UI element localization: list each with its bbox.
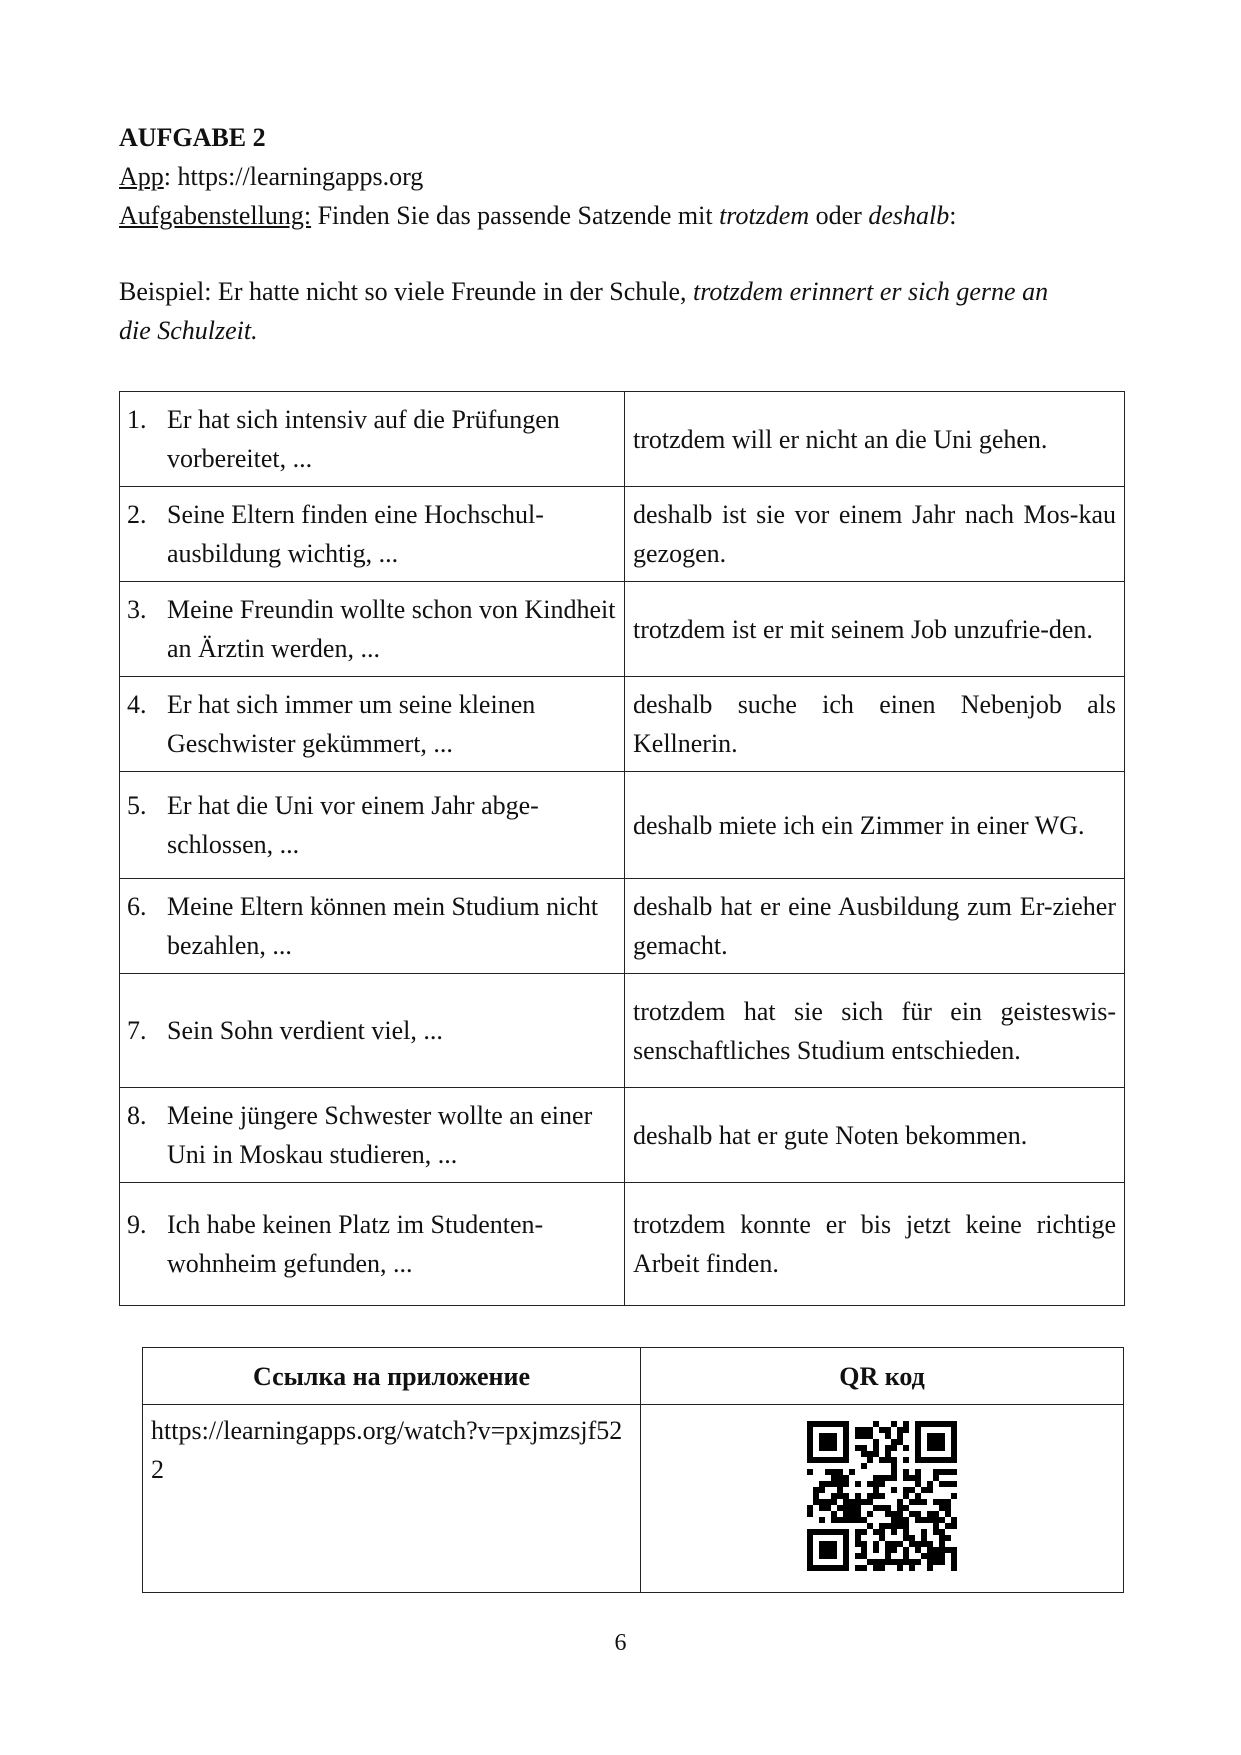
- app-line: [119, 157, 423, 196]
- sentence-end-cell: [625, 1088, 1125, 1183]
- sentence-end-cell: [625, 974, 1125, 1088]
- row-number: 1.: [127, 405, 147, 434]
- table-row: [120, 582, 1125, 677]
- table-row: [120, 392, 1125, 487]
- app-link-url[interactable]: https://learningapps.org/watch?v=pxjmzsjf522: [151, 1416, 623, 1484]
- row-number: 2.: [127, 500, 147, 529]
- link-cell: [143, 1405, 641, 1593]
- task-text-end: :: [949, 201, 957, 230]
- sentence-end-cell: [625, 582, 1125, 677]
- sentence-end: trotzdem konnte er bis jetzt keine richtige Arbeit finden.: [633, 1210, 1116, 1278]
- sentence-start: Seine Eltern finden eine Hochschul-ausbildung wichtig, ...: [167, 500, 544, 568]
- sentence-end-cell: [625, 487, 1125, 582]
- sentence-start: Er hat sich immer um seine kleinen Geschwister gekümmert, ...: [167, 690, 536, 758]
- task-word-deshalb: deshalb: [868, 201, 950, 230]
- sentence-start-cell: [120, 582, 625, 677]
- link-column-header: Ссылка на приложение: [143, 1348, 641, 1405]
- row-number: 9.: [127, 1210, 147, 1239]
- sentence-start: Ich habe keinen Platz im Studenten-wohnheim gefunden, ...: [167, 1210, 544, 1278]
- sentence-end: deshalb hat er gute Noten bekommen.: [633, 1120, 1028, 1150]
- sentence-end: deshalb hat er eine Ausbildung zum Er-zieher gemacht.: [633, 892, 1116, 960]
- sentence-end-cell: [625, 1183, 1125, 1306]
- row-number: 8.: [127, 1101, 147, 1130]
- sentence-start: Sein Sohn verdient viel, ...: [167, 1016, 443, 1045]
- sentence-start: Meine Freundin wollte schon von Kindheit an Ärztin werden, ...: [167, 595, 616, 663]
- sentence-start: Meine jüngere Schwester wollte an einer Uni in Moskau studieren, ...: [167, 1101, 593, 1169]
- sentence-end-cell: [625, 677, 1125, 772]
- sentence-end: trotzdem hat sie sich für ein geisteswis-senschaftliches Studium entschieden.: [633, 996, 1116, 1065]
- sentence-start-cell: [120, 392, 625, 487]
- table-row: [120, 1088, 1125, 1183]
- sentence-end-cell: [625, 772, 1125, 879]
- table-row: [120, 677, 1125, 772]
- sentence-start-cell: [120, 1088, 625, 1183]
- table-row: [120, 974, 1125, 1088]
- sentence-end: deshalb miete ich ein Zimmer in einer WG.: [633, 810, 1085, 840]
- row-number: 6.: [127, 892, 147, 921]
- sentence-start-cell: [120, 677, 625, 772]
- row-number: 3.: [127, 595, 147, 624]
- link-table-header-row: [143, 1348, 1124, 1405]
- task-word-trotzdem: trotzdem: [719, 201, 810, 230]
- sentence-end-cell: [625, 879, 1125, 974]
- exercise-table: [119, 391, 1125, 1306]
- sentence-end: deshalb ist sie vor einem Jahr nach Mos-kau gezogen.: [633, 500, 1116, 568]
- example-sentence: [119, 272, 1079, 350]
- table-row: [120, 879, 1125, 974]
- link-table-row: [143, 1405, 1124, 1593]
- row-number: 7.: [127, 1016, 147, 1045]
- sentence-end: trotzdem ist er mit seinem Job unzufrie-den.: [633, 614, 1093, 644]
- sentence-start: Meine Eltern können mein Studium nicht bezahlen, ...: [167, 892, 599, 960]
- app-url[interactable]: https://learningapps.org: [177, 162, 424, 191]
- task-text-mid: oder: [809, 201, 869, 230]
- example-prefix: Beispiel: Er hatte nicht so viele Freunde in der Schule,: [119, 277, 694, 306]
- sentence-start-cell: [120, 974, 625, 1088]
- row-number: 5.: [127, 791, 147, 820]
- task-text-pre: Finden Sie das passende Satzende mit: [311, 201, 720, 230]
- table-row: [120, 772, 1125, 879]
- example-italic: trotzdem erinnert er sich gerne an die Schulzeit.: [119, 277, 1049, 345]
- qr-column-header: QR код: [641, 1348, 1124, 1405]
- sentence-start: Er hat sich intensiv auf die Prüfungen vorbereitet, ...: [167, 405, 560, 473]
- sentence-end: deshalb suche ich einen Nebenjob als Kellnerin.: [633, 690, 1116, 758]
- row-number: 4.: [127, 690, 147, 719]
- sentence-start-cell: [120, 1183, 625, 1306]
- app-separator: :: [163, 162, 178, 191]
- sentence-end-cell: [625, 392, 1125, 487]
- sentence-start-cell: [120, 772, 625, 879]
- qr-cell: [641, 1405, 1124, 1593]
- sentence-start-cell: [120, 487, 625, 582]
- qr-code-icon: [807, 1421, 957, 1571]
- sentence-start-cell: [120, 879, 625, 974]
- table-row: [120, 1183, 1125, 1306]
- task-title: AUFGABE 2: [119, 123, 266, 152]
- sentence-end: trotzdem will er nicht an die Uni gehen.: [633, 424, 1048, 454]
- task-label: Aufgabenstellung:: [119, 201, 312, 230]
- task-instruction: [119, 196, 956, 235]
- app-link-table: [142, 1347, 1124, 1593]
- page-number: 6: [614, 1630, 627, 1656]
- app-label: App: [119, 162, 164, 191]
- table-row: [120, 487, 1125, 582]
- sentence-start: Er hat die Uni vor einem Jahr abge-schlossen, ...: [167, 791, 539, 859]
